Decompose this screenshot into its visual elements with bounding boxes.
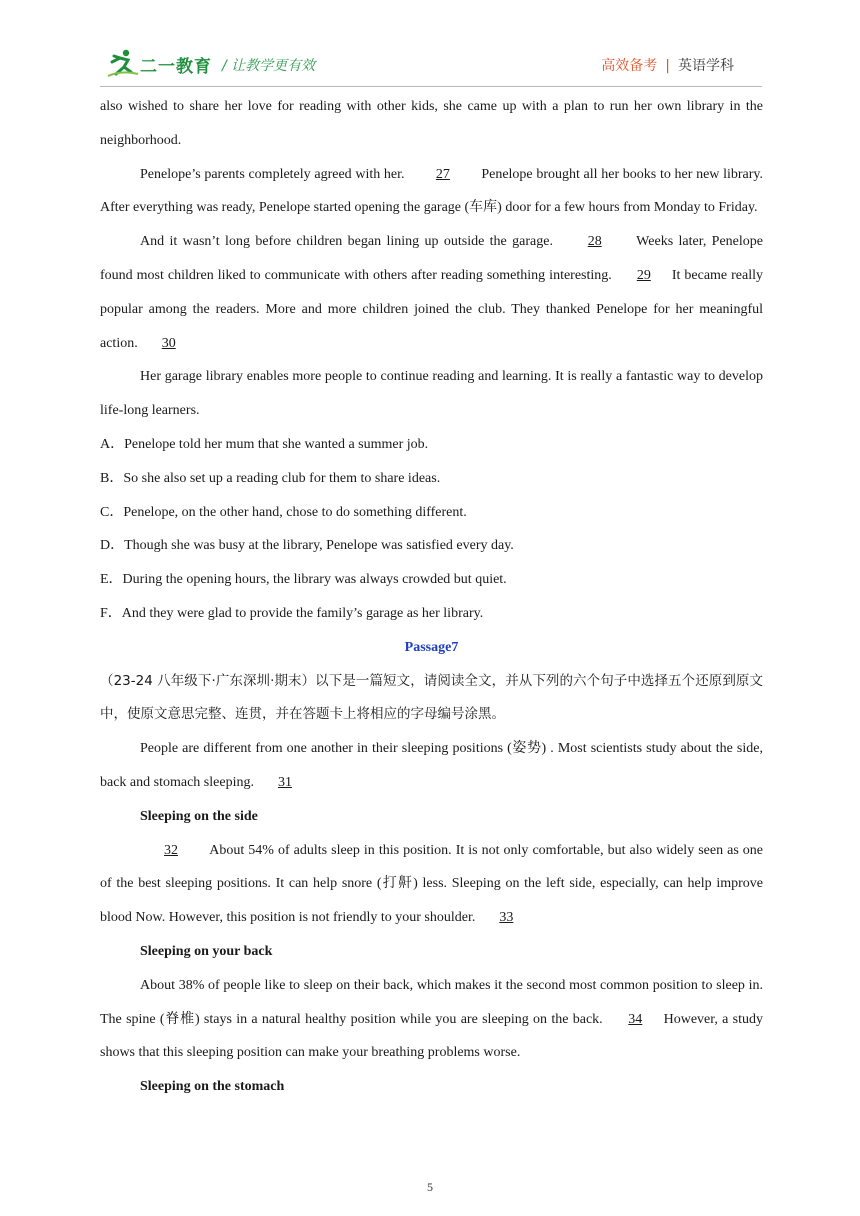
blank-32: 32 [164,842,178,858]
option-a: A．Penelope told her mum that she wanted a summer job. [100,436,429,452]
passage6-paragraph: also wished to share her love for reading with other kids, she came up with a plan to run her own library in the neighborhood. [100,99,763,148]
header-subject-label: 英语学科 [678,58,734,74]
blank-28: 28 [587,234,602,250]
section-heading: Sleeping on your back [140,943,273,959]
text: It became really popular among the readers. More and more children joined the club. They thanked Penelope for her meaningful action. [100,267,764,351]
option-e: E．During the opening hours, the library was always crowded but quiet. [100,572,507,588]
blank-33: 33 [499,910,514,926]
text: And it wasn’t long before children began lining up outside the garage. [140,234,553,250]
header-rule [100,86,762,87]
text: Penelope’s parents completely agreed with her. [140,166,405,182]
logo [106,48,238,78]
passage7-paragraph [100,969,763,1070]
text: About 54% of adults sleep in this position. It is not only comfortable, but also widely seen as one of the best sleeping positions. It can help snore (打鼾) less. Sleeping on the left side, especially, can help improve blood Now. However, this position is not friendly to your shoulder. [100,842,763,926]
text: About 38% of people like to sleep on their back, which makes it the second most common position to sleep in. The spine (脊椎) stays in a natural healthy position while you are sleeping on the back. [100,977,763,1027]
blank-31: 31 [277,774,292,790]
option-b: B．So she also set up a reading club for them to share ideas. [100,470,441,486]
option-d: D．Though she was busy at the library, Penelope was satisfied every day. [100,538,514,554]
text: However, a study shows that this sleeping position can make your breathing problems worse. [100,1011,764,1061]
passage6-paragraph: Her garage library enables more people to continue reading and learning. It is really a fantastic way to develop life-long learners. [100,369,763,419]
blank-29: 29 [636,267,651,283]
logo-text: 二一教育 [140,57,212,77]
section-heading: Sleeping on the stomach [140,1079,285,1095]
runner-logo-icon [106,48,140,78]
text: People are different from one another in their sleeping positions (姿势) . Most scientists study about the side, back and stomach sleeping. [100,741,763,790]
passage7-instruction: （23-24 八年级下·广东深圳·期末）以下是一篇短文，请阅读全文，并从下列的六个句子中选择五个还原到原文中，使原文意思完整、连贯，并在答题卡上将相应的字母编号涂黑。 [100,672,763,723]
text: Penelope brought all her books to her new library. After everything was ready, Penelope started opening the garage (车库) door for a few hours from Monday to Friday. [100,166,764,216]
header-subject [601,55,734,75]
passage7-title: Passage7 [404,639,459,655]
text: Weeks later, Penelope found most children liked to communicate with others after reading something interesting. [100,234,763,283]
passage7-paragraph [100,834,763,935]
blank-27: 27 [435,166,450,182]
passage6-paragraph [100,158,763,226]
passage6-paragraph [100,225,763,360]
header-tag: 高效备考 [601,58,658,74]
header-slogan: / 让教学更有效 [222,58,316,74]
option-f: F．And they were glad to provide the family’s garage as her library. [100,605,484,621]
option-c: C．Penelope, on the other hand, chose to do something different. [100,504,467,520]
header-separator: | [665,58,670,74]
page-header [100,40,762,84]
passage7-paragraph [100,732,763,800]
section-heading: Sleeping on the side [140,808,258,824]
blank-30: 30 [161,335,176,351]
blank-34: 34 [628,1011,643,1027]
document-body [100,90,763,1104]
page-number: 5 [427,1180,433,1194]
